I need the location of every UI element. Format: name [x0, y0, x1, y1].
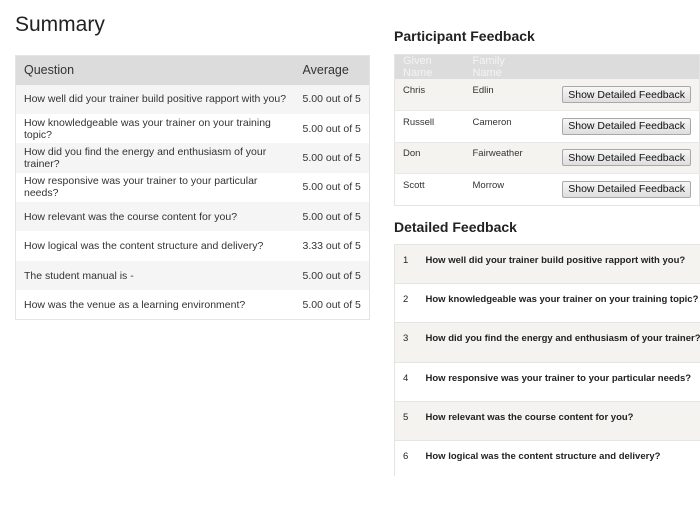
table-row [16, 85, 370, 114]
summary-header-row [16, 56, 370, 85]
detailed-feedback-row [395, 440, 700, 476]
question-text: How logical was the content structure and delivery? [426, 440, 700, 476]
question-cell: The student manual is - [16, 261, 297, 290]
summary-table [15, 55, 370, 320]
column-header-family-name: Family Name [465, 55, 540, 80]
detailed-feedback-table [394, 244, 700, 476]
question-text: How knowledgeable was your trainer on your training topic? [426, 284, 700, 323]
detailed-feedback-row [395, 284, 700, 323]
given-name-cell: Scott [403, 179, 425, 191]
question-text: How did you find the energy and enthusiasm of your trainer? [426, 323, 700, 362]
family-name-cell: Fairweather [472, 148, 523, 160]
question-number: 6 [395, 440, 426, 476]
average-cell: 5.00 out of 5 [297, 143, 370, 172]
question-cell: How relevant was the course content for you? [16, 202, 297, 231]
question-number: 2 [395, 284, 426, 323]
table-row [16, 261, 370, 290]
column-header-given-name: Given Name [395, 55, 465, 80]
family-name-cell: Cameron [472, 116, 512, 128]
question-number: 4 [395, 362, 426, 401]
detailed-feedback-row [395, 245, 700, 284]
question-cell: How was the venue as a learning environment? [16, 290, 297, 319]
participant-row [395, 111, 700, 143]
participant-row [395, 79, 700, 111]
question-text: How relevant was the course content for you? [426, 401, 700, 440]
average-cell: 5.00 out of 5 [297, 290, 370, 319]
question-text: How well did your trainer build positive rapport with you? [426, 245, 700, 284]
column-header-action [540, 55, 700, 80]
show-detailed-feedback-button[interactable]: Show Detailed Feedback [562, 181, 691, 198]
average-cell: 5.00 out of 5 [297, 85, 370, 114]
average-cell: 5.00 out of 5 [297, 261, 370, 290]
show-detailed-feedback-button[interactable]: Show Detailed Feedback [562, 149, 691, 166]
table-row [16, 231, 370, 260]
question-cell: How did you find the energy and enthusiasm of your trainer? [16, 143, 297, 172]
participant-row [395, 142, 700, 174]
average-cell: 5.00 out of 5 [297, 114, 370, 143]
detailed-feedback-row [395, 362, 700, 401]
given-name-cell: Chris [403, 85, 426, 96]
detailed-feedback-row [395, 401, 700, 440]
average-cell: 3.33 out of 5 [297, 231, 370, 260]
question-cell: How logical was the content structure and delivery? [16, 231, 297, 260]
question-cell: How responsive was your trainer to your particular needs? [16, 173, 297, 202]
show-detailed-feedback-button[interactable]: Show Detailed Feedback [562, 86, 691, 103]
given-name-cell: Don [403, 148, 421, 160]
column-header-average: Average [297, 56, 370, 85]
question-number: 1 [395, 245, 426, 284]
detailed-feedback-row [395, 323, 700, 362]
detailed-feedback-scroll-area[interactable] [394, 244, 700, 476]
table-row [16, 202, 370, 231]
family-name-cell: Morrow [472, 179, 505, 191]
summary-title: Summary [15, 13, 105, 36]
question-number: 3 [395, 323, 426, 362]
detailed-feedback-title: Detailed Feedback [394, 219, 517, 235]
average-cell: 5.00 out of 5 [297, 173, 370, 202]
table-row [16, 290, 370, 319]
table-row [16, 114, 370, 143]
question-cell: How well did your trainer build positive rapport with you? [16, 85, 297, 114]
participant-feedback-title: Participant Feedback [394, 28, 535, 44]
given-name-cell: Russell [403, 116, 435, 128]
family-name-cell: Edlin [472, 85, 494, 96]
question-number: 5 [395, 401, 426, 440]
show-detailed-feedback-button[interactable]: Show Detailed Feedback [562, 118, 691, 135]
participant-feedback-table [394, 54, 700, 206]
column-header-question: Question [16, 56, 297, 85]
table-row [16, 173, 370, 202]
question-text: How responsive was your trainer to your particular needs? [426, 362, 700, 401]
participant-header-row [395, 55, 700, 80]
question-cell: How knowledgeable was your trainer on your training topic? [16, 114, 297, 143]
average-cell: 5.00 out of 5 [297, 202, 370, 231]
participant-row [395, 174, 700, 206]
table-row [16, 143, 370, 172]
